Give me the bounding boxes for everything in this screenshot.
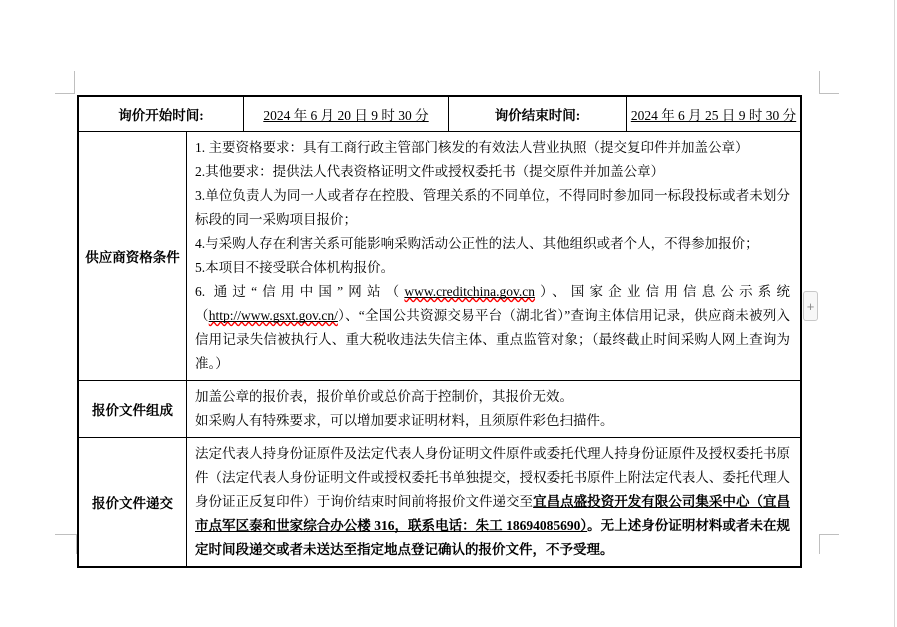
page-margin-mark-bottom-left [55, 534, 77, 554]
inquiry-end-time-label: 询价结束时间: [449, 97, 627, 131]
composition-content[interactable] [187, 381, 800, 437]
inquiry-start-time-value[interactable] [244, 97, 449, 131]
qualification-item-4: 4.与采购人存在利害关系可能影响采购活动公正性的法人、其他组织或者个人，不得参加报价； [195, 236, 759, 251]
inquiry-end-time-text: 2024 年 6 月 25 日 9 时 30 分 [630, 108, 797, 123]
qualification-item-5: 5.本项目不接受联合体机构报价。 [195, 260, 395, 275]
qualification-item-2: 2.其他要求：提供法人代表资格证明文件或授权委托书（提交原件并加盖公章） [195, 164, 665, 179]
submission-content[interactable] [187, 438, 800, 566]
table-row-submission [79, 438, 800, 566]
submission-paragraph [195, 442, 790, 562]
gsxt-url [209, 308, 338, 323]
composition-line-1: 加盖公章的报价表，报价单价或总价高于控制价，其报价无效。 [195, 389, 573, 404]
submission-text-normal: 法定代表人持身份证原件及法定代表人身份证明文件原件或委托代理人持身份证原件及授权委托书原件（法定代表人身份证明文件或授权委托书单独提交，授权委托书原件上附法定代表人、委托代理人身份证正反复印件）于询价结束时间前将报价文件递交至 [195, 446, 790, 509]
qualification-item-3: 3.单位负责人为同一人或者存在控股、管理关系的不同单位，不得同时参加同一标段投标或者未划分标段的同一采购项目报价； [195, 188, 790, 227]
page-margin-mark-top-left [55, 71, 75, 94]
qualification-item-6 [195, 280, 790, 376]
submission-address-emphasis: 宜昌点盛投资开发有限公司集采中心（宜昌市点军区泰和世家综合办公楼 316，联系电话：朱工 18694085690） [195, 494, 791, 533]
table-row-qualification [79, 132, 800, 381]
gsxt-url-text: http://www.gsxt.gov.cn/ [208, 308, 338, 323]
submission-header: 报价文件递交 [79, 438, 187, 566]
composition-line-2: 如采购人有特殊要求，可以增加要求证明材料，且须原件彩色扫描件。 [195, 413, 614, 428]
submission-warning-text: 。无上述身份证明材料或者未在规定时间段递交或者未送达至指定地点登记确认的报价文件，不予受理。 [195, 518, 791, 557]
page-margin-mark-top-right [819, 71, 839, 94]
composition-header: 报价文件组成 [79, 381, 187, 437]
qualification-header: 供应商资格条件 [79, 132, 187, 380]
qualification-item-6-text3: ）、“全国公共资源交易平台（湖北省）”查询主体信用记录，供应商未被列入信用记录失信被执行人、重大税收违法失信主体、重点监管对象；（最终截止时间采购人网上查询为准。） [195, 308, 790, 371]
qualification-item-6-text: 6. 通过“信用中国”网站（ [195, 284, 405, 299]
window-right-edge [894, 0, 895, 627]
inquiry-notice-table [77, 95, 802, 568]
inquiry-start-time-label: 询价开始时间: [79, 97, 244, 131]
qualification-item-1: 1. 主要资格要求：具有工商行政主管部门核发的有效法人营业执照（提交复印件并加盖公章） [195, 140, 749, 155]
qualification-content[interactable] [187, 132, 800, 380]
creditchina-url [404, 284, 535, 299]
page-margin-mark-bottom-right [819, 534, 839, 554]
table-row-schedule [79, 97, 800, 132]
insert-plus-button[interactable]: + [803, 291, 818, 321]
creditchina-url-text: www.creditchina.gov.cn [404, 284, 535, 299]
qualification-item-6-text2: ）、国家企业信用信息公示系统（ [195, 284, 791, 323]
inquiry-start-time-text: 2024 年 6 月 20 日 9 时 30 分 [263, 108, 429, 123]
table-row-composition [79, 381, 800, 438]
inquiry-end-time-value[interactable] [627, 97, 800, 131]
